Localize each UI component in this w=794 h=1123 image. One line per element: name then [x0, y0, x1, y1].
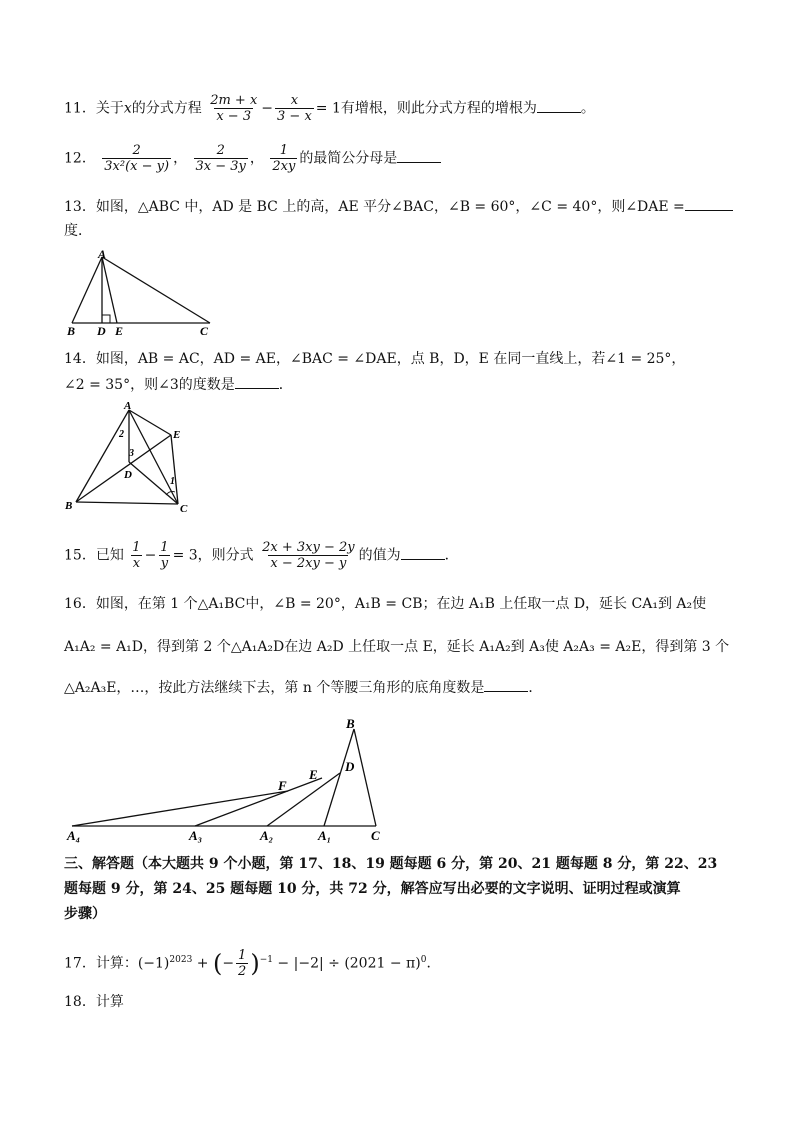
- label-B: B: [65, 500, 73, 512]
- question-16-line2: A₁A₂ = A₁D，得到第 2 个△A₁A₂D在边 A₂D 上任取一点 E，延长 A₁A₂到 A₃使 A₂A₃ = A₂E，得到第 3 个: [64, 639, 730, 655]
- figure-13: [64, 248, 224, 338]
- label-D: D: [124, 469, 132, 481]
- answer-blank[interactable]: [685, 196, 733, 211]
- label-C: C: [180, 503, 188, 515]
- question-11: 11．关于x的分式方程 $\frac{2m + x}{x - 3}$ − $\frac{x}{3 - x}$ = 1有增根，则此分式方程的增根为 。: [64, 93, 595, 124]
- label-D: D: [345, 759, 355, 774]
- label-C: C: [200, 324, 209, 338]
- label-E: E: [309, 767, 318, 782]
- label-A: A: [124, 400, 132, 412]
- fraction: $\frac{1}{y}$: [160, 540, 169, 571]
- fraction: $\frac{1}{x}$: [132, 540, 141, 571]
- fraction: $\frac{2}{3x - 3y}$: [195, 143, 246, 174]
- figure-16: [64, 712, 394, 847]
- question-17: 17．计算：$(-1)^{2023}$ + (− $\frac{1}{2}$ )$^{-1} - |-2| \div (2021 - \pi)^0$．: [64, 948, 441, 979]
- answer-blank[interactable]: [537, 98, 581, 113]
- question-14: 14．如图，AB = AC，AD = AE，∠BAC = ∠DAE，点 B，D，E 在同一直线上，若∠1 = 25°，: [64, 351, 686, 367]
- label-B: B: [67, 324, 76, 338]
- fraction: $\frac{2m + x}{x - 3}$: [210, 93, 258, 124]
- angle-3-label: 3: [129, 448, 134, 459]
- label-F: F: [278, 778, 287, 793]
- label-B: B: [346, 716, 355, 731]
- label-E: E: [173, 429, 181, 441]
- figure-14: [62, 398, 202, 516]
- answer-blank[interactable]: [235, 374, 279, 389]
- question-14-line2: ∠2 = 35°，则∠3的度数是 ．: [64, 374, 293, 395]
- question-15: 15．已知 $\frac{1}{x}$ − $\frac{1}{y}$ = 3，则分式 $\frac{2x + 3xy - 2y}{x - 2xy - y}$ 的值为 ．: [64, 540, 459, 571]
- label-A2: A₂: [260, 828, 274, 843]
- label-A4: A₄: [67, 828, 81, 843]
- question-18: 18．计算: [64, 994, 124, 1010]
- question-13: 13．如图，△ABC 中，AD 是 BC 上的高，AE 平分∠BAC，∠B = 60°，∠C = 40°，则∠DAE =: [64, 196, 733, 217]
- question-13-line2: 度．: [64, 223, 92, 239]
- question-16: 16．如图，在第 1 个△A₁BC中，∠B = 20°，A₁B = CB；在边 A₁B 上任取一点 D，延长 CA₁到 A₂使: [64, 596, 707, 612]
- fraction: $\frac{2}{\text{3x²(x − y)}}$: [104, 143, 170, 174]
- label-E: E: [115, 324, 124, 338]
- question-16-line3: △A₂A₃E，…，按此方法继续下去，第 n 个等腰三角形的底角度数是 ．: [64, 677, 542, 698]
- question-12: 12． $\frac{2}{\text{3x²(x − y)}}$ ， $\frac{2}{3x - 3y}$ ， $\frac{1}{2xy}$ 的最简公分母是: [64, 143, 441, 174]
- label-A3: A₃: [189, 828, 203, 843]
- label-C: C: [371, 828, 380, 843]
- answer-blank[interactable]: [401, 545, 445, 560]
- fraction: $\frac{x}{3 - x}$: [277, 93, 312, 124]
- angle-1-label: 1: [170, 476, 175, 487]
- fraction: $\frac{1}{2}$: [238, 948, 247, 979]
- fraction: $\frac{2x + 3xy - 2y}{x - 2xy - y}$: [262, 540, 355, 571]
- answer-blank[interactable]: [397, 148, 441, 163]
- section-3-heading: 三、解答题（本大题共 9 个小题，第 17、18、19 题每题 6 分，第 20、21 题每题 8 分，第 22、23 题每题 9 分，第 24、25 题每题 10 分，共 72 分，解答应写出必要的文字说明、证明过程或演算 步骤）: [64, 856, 718, 922]
- label-A1: A₁: [318, 828, 332, 843]
- label-D: D: [97, 324, 106, 338]
- label-A: A: [98, 248, 107, 261]
- fraction: $\frac{1}{2xy}$: [272, 143, 296, 174]
- answer-blank[interactable]: [484, 677, 528, 692]
- angle-2-label: 2: [119, 429, 124, 440]
